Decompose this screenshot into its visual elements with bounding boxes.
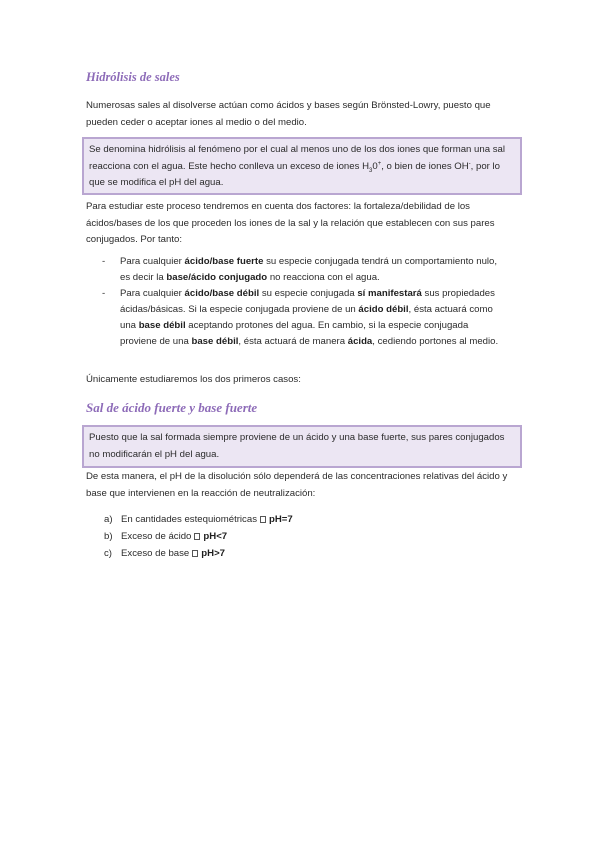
bullet-text: su especie conjugada tendrá un comportamiento nulo, es decir la (120, 256, 498, 283)
bold-term: ácido/base fuerte (184, 256, 264, 267)
intro-paragraph: Numerosas sales al disolverse actúan como ácidos y bases según Brönsted-Lowry, puesto que pueden ceder o aceptar iones al medio o del medio. (86, 100, 491, 128)
bold-term: ácido/base débil (184, 288, 260, 299)
bullet-text: , ésta actuará de manera (238, 336, 348, 347)
arrow-icon (260, 516, 266, 523)
bullet-marker: - (102, 288, 106, 299)
list-item (86, 254, 506, 286)
case-label: Exceso de base (121, 548, 190, 559)
list-item (86, 528, 506, 545)
strong-salt-box: Puesto que la sal formada siempre proviene de un ácido y una base fuerte, sus pares conjugados no modificarán el pH del agua. (82, 425, 522, 468)
list-marker: a) (104, 514, 113, 525)
bullet-text: , cediendo portones al medio. (372, 336, 499, 347)
bold-term: base/ácido conjugado (166, 272, 268, 283)
bold-term: base débil (138, 320, 186, 331)
list-item (86, 545, 506, 562)
subscript-3: 3 (369, 167, 373, 174)
list-marker: c) (104, 548, 112, 559)
definition-text: Se denomina hidrólisis al fenómeno por el cual al menos uno de los dos iones que forman una sal reacciona con el agua. Este hecho conlleva un exceso de iones H (89, 144, 505, 172)
case-label: Exceso de ácido (121, 531, 192, 542)
bullet-text: Para cualquier (120, 256, 185, 267)
section-title-hidrolisis: Hidrólisis de sales (86, 70, 180, 84)
ph-result: pH>7 (201, 548, 226, 559)
definition-text: , por lo que se modifica el pH del agua. (89, 160, 501, 189)
section-title-sal-acido-fuerte: Sal de ácido fuerte y base fuerte (86, 400, 258, 415)
definition-text: 0 (372, 160, 378, 172)
bullet-text: Para cualquier (120, 288, 185, 299)
neutralization-paragraph: De esta manera, el pH de la disolución sólo dependerá de las concentraciones relativas del ácido y base que intervienen en la reacción de neutralización: (86, 471, 508, 499)
bold-term: ácido débil (358, 304, 409, 315)
bullet-text: sus propiedades ácidas/básicas. Si la especie conjugada proviene de un (120, 288, 495, 315)
ph-result: pH=7 (269, 514, 293, 525)
list-item (86, 286, 506, 350)
closing-paragraph: Únicamente estudiaremos los dos primeros casos: (86, 374, 301, 385)
arrow-icon (194, 533, 200, 540)
list-item (86, 511, 506, 528)
bullet-marker: - (102, 256, 106, 267)
definition-box (82, 137, 522, 195)
bullet-text: aceptando protones del agua. En cambio, si la especie conjugada proviene de una (120, 320, 469, 347)
bold-term: ácida (347, 336, 373, 347)
definition-text: , o bien de iones OH (381, 160, 469, 172)
arrow-icon (192, 550, 198, 557)
ph-result: pH<7 (203, 531, 228, 542)
list-marker: b) (104, 531, 113, 542)
bullet-text: su especie conjugada (259, 288, 358, 299)
bullet-text: , ésta actuará como una (120, 304, 493, 331)
factors-paragraph: Para estudiar este proceso tendremos en cuenta dos factores: la fortaleza/debilidad de los ácidos/bases de los que proceden los iones de la sal y la relación que establecen con sus pares conjugados. Por tanto: (86, 201, 495, 246)
bold-term: sí manifestará (357, 288, 422, 299)
bold-term: base débil (191, 336, 239, 347)
ph-cases-list (86, 511, 506, 562)
superscript-plus: + (377, 160, 382, 167)
bullet-list (86, 254, 506, 350)
case-label: En cantidades estequiométricas (121, 514, 257, 525)
superscript-minus: - (468, 160, 471, 167)
bullet-text: no reacciona con el agua. (267, 272, 380, 283)
